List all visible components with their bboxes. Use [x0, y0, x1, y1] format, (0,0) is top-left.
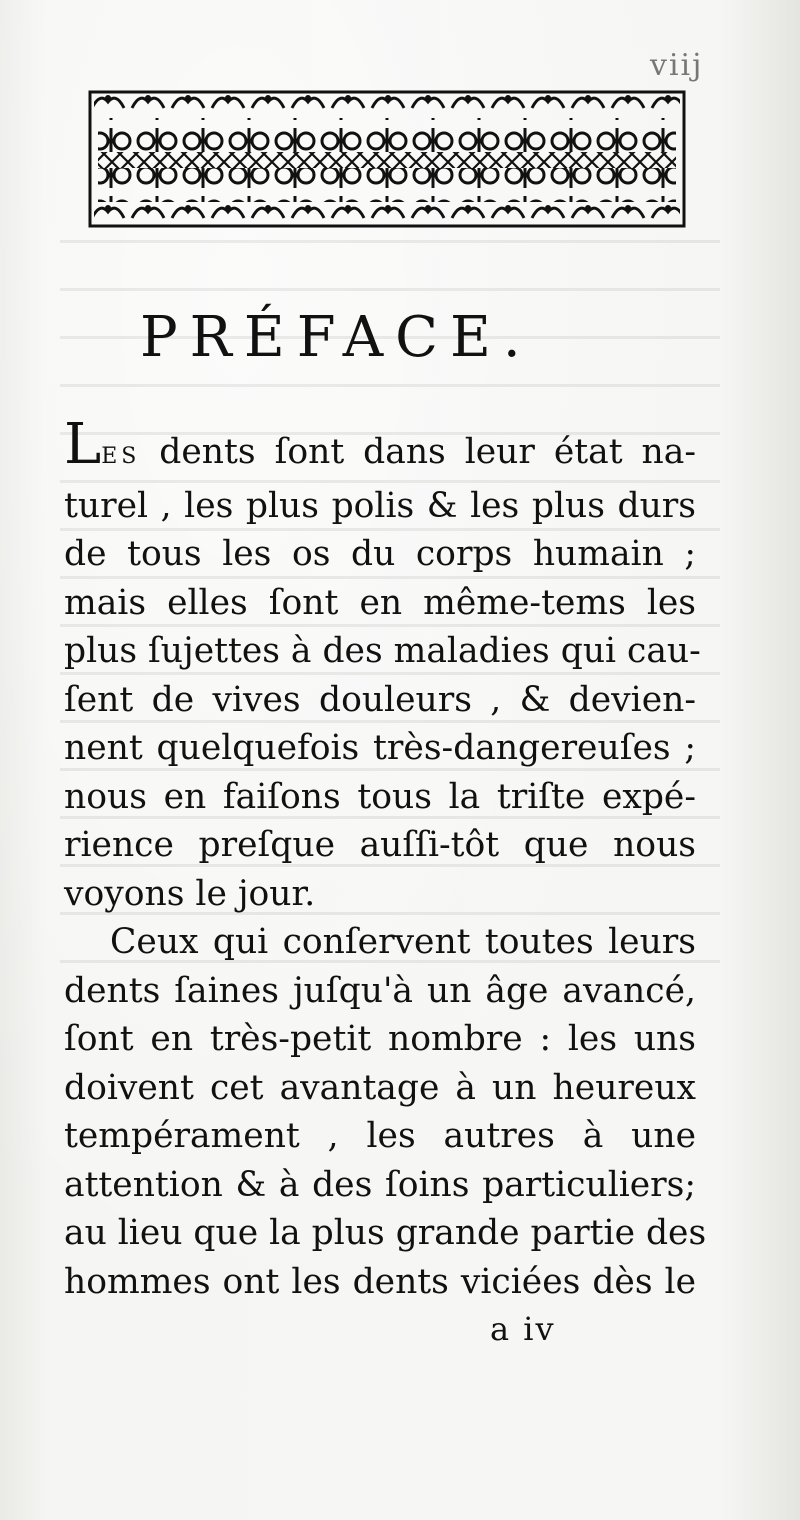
paragraph-2-line: au lieu que la plus grande partie des: [64, 1213, 707, 1253]
paragraph-1-line-1: [64, 412, 696, 482]
signature-mark: a iv: [490, 1310, 556, 1348]
body-text: [64, 412, 707, 1306]
paragraph-2-line: attention & à des ſoins particuliers;: [64, 1164, 696, 1205]
paragraph-2-line: dents ſaines juſqu'à un âge avancé,: [64, 970, 696, 1011]
page-number-fragment: viij: [650, 48, 704, 83]
paragraph-2-line: ſont en très-petit nombre : les uns: [64, 1019, 696, 1059]
page-title: PRÉFACE.: [140, 305, 533, 370]
paragraph-1-line: mais elles ſont en même-tems les: [64, 582, 696, 623]
paragraph-1-line: rience preſque auſſi-tôt que nous: [64, 825, 696, 865]
paragraph-1-line: plus ſujettes à des maladies qui cau-: [64, 631, 701, 671]
drop-capital: L: [64, 412, 102, 477]
paragraph-1-line: turel , les plus polis & les plus durs: [64, 485, 696, 526]
small-capitals: ES: [101, 444, 141, 469]
paragraph-1-line: nent quelquefois très-dangereuſes ;: [64, 728, 696, 768]
paragraph-2-line: doivent cet avantage à un heureux: [64, 1067, 696, 1108]
paragraph-1-last-line: voyons le jour.: [64, 873, 316, 914]
paragraph-1-line: ſent de vives douleurs , & devien-: [64, 679, 696, 720]
paragraph-1-line: nous en faiſons tous la triſte expé-: [64, 776, 696, 817]
paragraph-2-line: Ceux qui conſervent toutes leurs: [110, 922, 696, 962]
ornamental-headpiece: [88, 90, 686, 228]
paragraph-2-line: tempérament , les autres à une: [64, 1116, 696, 1156]
paragraph-2-line: hommes ont les dents viciées dès le: [64, 1261, 696, 1302]
line-text: dents ſont dans leur état na-: [140, 432, 696, 472]
paragraph-1-line: de tous les os du corps humain ;: [64, 534, 696, 574]
